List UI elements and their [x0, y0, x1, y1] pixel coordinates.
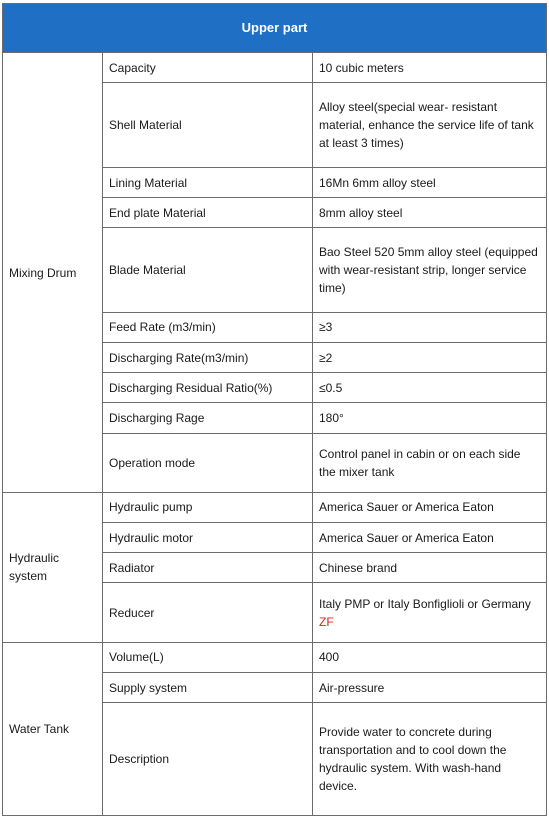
row-value: 180° [313, 403, 547, 433]
row-value: America Sauer or America Eaton [313, 492, 547, 522]
row-label: Hydraulic motor [103, 523, 313, 553]
row-label: Discharging Residual Ratio(%) [103, 373, 313, 403]
row-label: Discharging Rate(m3/min) [103, 343, 313, 373]
row-label: Hydraulic pump [103, 492, 313, 522]
group-label-hydraulic-system: Hydraulic system [3, 492, 103, 642]
spec-table [2, 3, 547, 816]
row-label: Capacity [103, 53, 313, 83]
row-value [313, 583, 547, 642]
row-value: ≥3 [313, 312, 547, 342]
row-value: Chinese brand [313, 553, 547, 583]
row-label: Volume(L) [103, 642, 313, 672]
table-row [3, 492, 547, 522]
row-value-highlight: ZF [319, 614, 334, 629]
row-value: ≥2 [313, 343, 547, 373]
table-title: Upper part [3, 4, 547, 53]
row-value: Provide water to concrete during transportation and to cool down the hydraulic system. With wash-hand device. [313, 703, 547, 816]
row-value: America Sauer or America Eaton [313, 523, 547, 553]
row-value: 8mm alloy steel [313, 198, 547, 228]
row-label: Blade Material [103, 228, 313, 313]
group-label-mixing-drum: Mixing Drum [3, 53, 103, 493]
row-label: Discharging Rage [103, 403, 313, 433]
row-value-text: Italy PMP or Italy Bonfiglioli or Germany [319, 596, 531, 611]
row-label: Reducer [103, 583, 313, 642]
table-row [3, 642, 547, 672]
row-label: Operation mode [103, 433, 313, 492]
row-label: Description [103, 703, 313, 816]
row-value: 10 cubic meters [313, 53, 547, 83]
row-label: Lining Material [103, 167, 313, 197]
row-label: Supply system [103, 672, 313, 702]
group-label-water-tank: Water Tank [3, 642, 103, 815]
row-value: Bao Steel 520 5mm alloy steel (equipped with wear-resistant strip, longer service time) [313, 228, 547, 313]
table-row [3, 53, 547, 83]
row-value: Control panel in cabin or on each side the mixer tank [313, 433, 547, 492]
row-label: End plate Material [103, 198, 313, 228]
row-value: ≤0.5 [313, 373, 547, 403]
header-row [3, 4, 547, 53]
row-label: Radiator [103, 553, 313, 583]
row-label: Shell Material [103, 83, 313, 168]
row-value: Alloy steel(special wear- resistant material, enhance the service life of tank at least 3 times) [313, 83, 547, 168]
row-label: Feed Rate (m3/min) [103, 312, 313, 342]
row-value: Air-pressure [313, 672, 547, 702]
row-value: 16Mn 6mm alloy steel [313, 167, 547, 197]
row-value: 400 [313, 642, 547, 672]
